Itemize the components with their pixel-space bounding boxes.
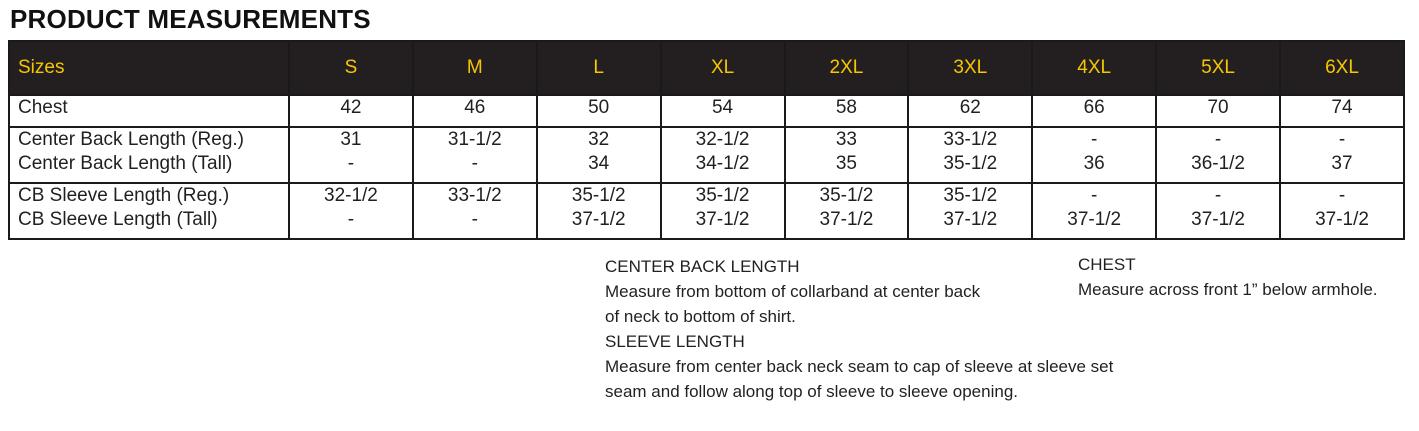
cell-value: 50: [588, 97, 610, 118]
header-cell-size: 4XL: [1032, 41, 1156, 95]
header-cell-size: L: [537, 41, 661, 95]
table-cell: [413, 183, 537, 239]
chest-text: Measure across front 1” below armhole.: [1078, 280, 1378, 299]
cell-value: 36: [1083, 153, 1105, 174]
row-label-cb-sleeve-length: [9, 183, 289, 239]
cell-value: 33-1/2: [447, 185, 502, 206]
header-cell-size: 6XL: [1280, 41, 1404, 95]
header-cell-size: 3XL: [908, 41, 1032, 95]
cell-value: 74: [1331, 97, 1353, 118]
cell-value: 33: [835, 129, 857, 150]
cell-value: -: [1214, 129, 1222, 150]
cell-value: 33-1/2: [943, 129, 998, 150]
cell-value: 37-1/2: [571, 209, 626, 230]
cell-value: 37-1/2: [819, 209, 874, 230]
table-cell: [289, 183, 413, 239]
table-cell: [1280, 183, 1404, 239]
measurement-notes: [605, 254, 1145, 404]
sleeve-length-text: Measure from center back neck seam to cap of sleeve at sleeve set: [605, 357, 1114, 376]
cell-value: 54: [711, 97, 734, 118]
cell-value: 37-1/2: [1191, 209, 1245, 230]
table-cell: [1280, 95, 1404, 127]
cell-value: -: [1091, 129, 1098, 150]
table-cell: [908, 183, 1032, 239]
table-cell: [785, 183, 909, 239]
center-back-length-heading: CENTER BACK LENGTH: [605, 257, 800, 276]
cell-value: 37: [1331, 153, 1353, 174]
center-back-length-text: Measure from bottom of collarband at center back: [605, 282, 981, 301]
header-cell-size: M: [413, 41, 537, 95]
chest-heading: CHEST: [1078, 255, 1136, 274]
table-cell: [1156, 95, 1280, 127]
table-cell: [1280, 127, 1404, 183]
cell-value: 35-1/2: [695, 185, 750, 206]
cell-value: -: [471, 153, 478, 174]
cell-value: 42: [340, 97, 362, 118]
cell-value: 32-1/2: [324, 185, 378, 206]
cell-value: 32: [588, 129, 610, 150]
table-cell: [1156, 127, 1280, 183]
page-title: PRODUCT MEASUREMENTS: [10, 4, 371, 34]
header-cell-size: 2XL: [785, 41, 909, 95]
cell-value: 34-1/2: [695, 153, 750, 174]
table-row-chest: [9, 95, 1404, 127]
cell-value: 37-1/2: [943, 209, 998, 230]
cell-value: 66: [1083, 97, 1105, 118]
cell-value: 35-1/2: [819, 185, 874, 206]
row-label: CB Sleeve Length (Tall): [18, 209, 218, 230]
cell-value: -: [347, 209, 355, 230]
table-cell: [661, 183, 785, 239]
table-cell: [537, 183, 661, 239]
header-cell-size: S: [289, 41, 413, 95]
cell-value: -: [471, 209, 478, 230]
cell-value: 36-1/2: [1191, 153, 1245, 174]
center-back-length-text: of neck to bottom of shirt.: [605, 307, 796, 326]
table-cell: [908, 95, 1032, 127]
cell-value: 37-1/2: [1067, 209, 1122, 230]
table-cell: [413, 95, 537, 127]
cell-value: -: [347, 153, 355, 174]
row-label-chest: [9, 95, 289, 127]
cell-value: 35-1/2: [571, 185, 626, 206]
row-label: Center Back Length (Reg.): [18, 129, 245, 150]
table-cell: [289, 95, 413, 127]
cell-value: 58: [835, 97, 857, 118]
table-cell: [413, 127, 537, 183]
table-cell: [661, 95, 785, 127]
row-label: Center Back Length (Tall): [18, 153, 233, 174]
cell-value: -: [1214, 185, 1222, 206]
table-cell: [1156, 183, 1280, 239]
sleeve-length-heading: SLEEVE LENGTH: [605, 332, 745, 351]
row-label: Chest: [18, 97, 68, 118]
header-cell-size: 5XL: [1156, 41, 1280, 95]
chest-notes: [1078, 252, 1408, 302]
cell-value: 31-1/2: [447, 129, 502, 150]
cell-value: 32-1/2: [695, 129, 750, 150]
cell-value: 34: [588, 153, 610, 174]
cell-value: -: [1091, 185, 1098, 206]
table-cell: [785, 127, 909, 183]
table-cell: [289, 127, 413, 183]
table-cell: [537, 127, 661, 183]
table-cell: [537, 95, 661, 127]
cell-value: 62: [959, 97, 981, 118]
cell-value: 37-1/2: [695, 209, 750, 230]
cell-value: 35: [835, 153, 857, 174]
table-cell: [1032, 127, 1156, 183]
table-cell: [1032, 95, 1156, 127]
sleeve-length-text: seam and follow along top of sleeve to sleeve opening.: [605, 382, 1018, 401]
cell-value: -: [1338, 185, 1346, 206]
cell-value: 46: [464, 97, 486, 118]
cell-value: 37-1/2: [1315, 209, 1369, 230]
cell-value: 35-1/2: [943, 185, 998, 206]
cell-value: 70: [1207, 97, 1229, 118]
table-header-row: [9, 41, 1404, 95]
header-cell-sizes: Sizes: [9, 41, 289, 95]
row-label-center-back-length: [9, 127, 289, 183]
table-row-cb-sleeve-length: [9, 183, 1404, 239]
table-cell: [785, 95, 909, 127]
table-cell: [661, 127, 785, 183]
row-label: CB Sleeve Length (Reg.): [18, 185, 230, 206]
cell-value: -: [1338, 129, 1346, 150]
table-cell: [1032, 183, 1156, 239]
table-row-center-back-length: [9, 127, 1404, 183]
cell-value: 31: [340, 129, 362, 150]
cell-value: 35-1/2: [943, 153, 998, 174]
header-cell-size: XL: [661, 41, 785, 95]
table-cell: [908, 127, 1032, 183]
measurements-table: [8, 40, 1405, 240]
